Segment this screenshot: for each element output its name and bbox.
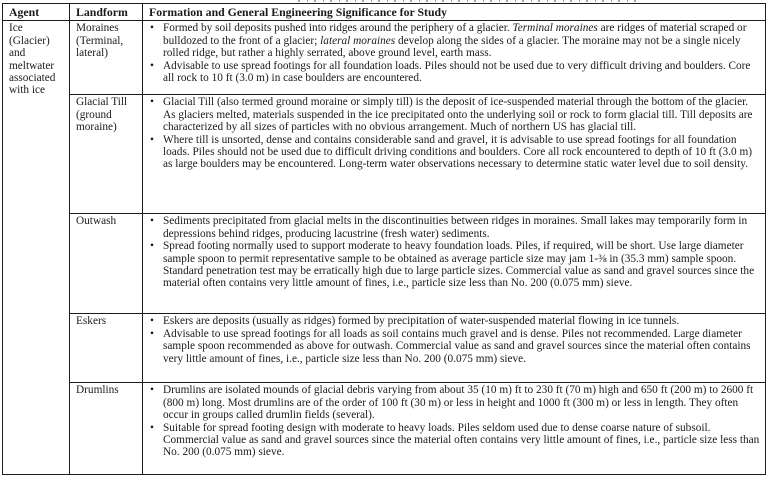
bullet-icon: • — [150, 327, 154, 340]
significance-cell-glacial-till — [143, 95, 766, 214]
bullet-text: Suitable for spread footing design with moderate to heavy loads. Piles seldom used due to dense coarse nature of subsoil. Commercial value as sand and gravel sources since the material often contains very little amount of fines, i.e., particle size less than No. 200 (0.075 mm) sieve. — [163, 421, 760, 459]
landforms-table-container — [2, 3, 766, 475]
column-header-agent: Agent — [3, 4, 70, 21]
landforms-table — [2, 3, 766, 475]
bullet-icon: • — [150, 421, 154, 434]
column-header-significance: Formation and General Engineering Significance for Study — [143, 4, 766, 21]
table-row-moraines — [3, 21, 766, 95]
bullet-icon: • — [150, 59, 154, 72]
bullet-text: Glacial Till (also termed ground moraine or simply till) is the deposit of ice-suspended material through the bottom of the glacier. As glaciers melted, materials suspended in the ice precipitated onto the underlying soil or rock to form glacial till. Till deposits are characterized by all sizes of particles with no obvious arrangement. Much of northern US has glacial till. — [163, 96, 753, 134]
column-header-landform: Landform — [70, 4, 143, 21]
bullet-item — [149, 328, 760, 365]
bullet-item — [149, 22, 760, 59]
table-row-eskers — [3, 314, 766, 383]
bullet-item — [149, 384, 760, 421]
bullet-text: Sediments precipitated from glacial melts in the discontinuities between ridges in moraines. Small lakes may temporarily form in depressions behind ridges, producing lacustrine (fresh water) sediments. — [163, 215, 748, 240]
significance-cell-drumlins — [143, 383, 766, 475]
bullet-item — [149, 60, 760, 85]
significance-cell-moraines — [143, 21, 766, 95]
bullet-text: Advisable to use spread footings for all foundation loads. Piles should not be used due to very difficult driving and boulders. Core all rock to 10 ft (3.0 m) in case boulders are encountered. — [163, 59, 751, 85]
agent-cell: Ice (Glacier) and meltwater associated with ice — [3, 21, 70, 475]
bullet-text: Where till is unsorted, dense and contains considerable sand and gravel, it is advisable to use spread footings for all foundation loads. Piles should not be used due to difficult driving conditions and boulders. Core all rock encountered to depth of 10 ft (3.0 m) as large boulders may be encountered. Long-term water observations necessary to determine static water level due to soil density. — [163, 133, 753, 171]
bullet-item — [149, 215, 760, 240]
bullet-icon: • — [150, 240, 154, 253]
significance-cell-eskers — [143, 314, 766, 383]
bullet-icon: • — [150, 384, 154, 397]
bullet-text: Eskers are deposits (usually as ridges) formed by precipitation of water-suspended material flowing in ice tunnels. — [163, 315, 680, 328]
bullet-text: Formed by soil deposits pushed into ridges around the periphery of a glacier. Terminal moraines are ridges of material scraped or bulldozed to the front of a glacier; lateral moraines develop along the sides of a glacier. The moraine may not be a single nicely rolled ridge, but rather a highly serrated, above ground level, earth mass. — [163, 22, 747, 60]
landform-cell-outwash: Outwash — [70, 214, 143, 314]
bullet-item — [149, 315, 760, 327]
bullet-item — [149, 134, 760, 171]
table-row-drumlins — [3, 383, 766, 475]
bullet-text: Drumlins are isolated mounds of glacial debris varying from about 35 (10 m) ft to 230 ft (70 m) high and 650 ft (200 m) to 2600 ft (800 m) long. Most drumlins are of the order of 100 ft (30 m) or less in height and 1000 ft (300 m) or less in length. They often occur in groups called drumlin fields (several). — [163, 384, 754, 422]
table-row-glacial-till — [3, 95, 766, 214]
landform-cell-eskers: Eskers — [70, 314, 143, 383]
landform-cell-glacial-till: Glacial Till (ground moraine) — [70, 95, 143, 214]
bullet-icon: • — [150, 315, 154, 328]
cropped-caption-remnant — [298, 0, 636, 2]
bullet-item — [149, 96, 760, 133]
bullet-icon: • — [150, 133, 154, 146]
bullet-icon: • — [150, 96, 154, 109]
bullet-item — [149, 240, 760, 290]
bullet-text: Advisable to use spread footings for all loads as soil contains much gravel and is dense. Piles not recommended. Large diameter sample spoon recommended as above for outwash. Commercial value as sand and gravel sources since the material often contains very little amount of fines, i.e., particle size less than No. 200 (0.075 mm) sieve. — [163, 327, 751, 365]
bullet-item — [149, 422, 760, 459]
bullet-text: Spread footing normally used to support moderate to heavy foundation loads. Piles, if required, will be short. Use large diameter sample spoon to permit representative sample to be obtained as average particle size may jam 1-⅜ in (35.3 mm) sample spoon. Standard penetration test may be erratically high due to large particle sizes. Commercial value as sand and gravel sources since the material often contains very little amount of fines, i.e., particle size less than No. 200 (0.075 mm) sieve. — [163, 240, 755, 290]
bullet-icon: • — [150, 22, 154, 35]
significance-cell-outwash — [143, 214, 766, 314]
table-header-row — [3, 4, 766, 21]
table-row-outwash — [3, 214, 766, 314]
landform-cell-drumlins: Drumlins — [70, 383, 143, 475]
landform-cell-moraines: Moraines (Terminal, lateral) — [70, 21, 143, 95]
bullet-icon: • — [150, 215, 154, 228]
